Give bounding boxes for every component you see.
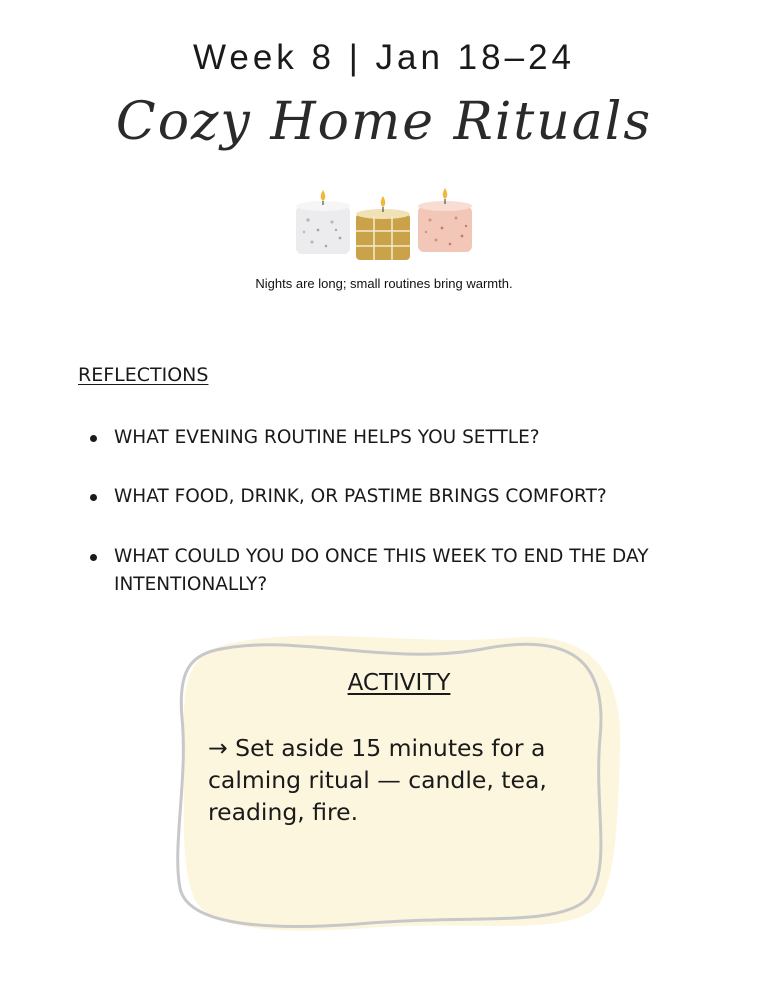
- pink-candle-icon: [418, 188, 472, 252]
- bullet-icon: [90, 435, 97, 442]
- subtitle: Nights are long; small routines bring warmth.: [255, 276, 513, 291]
- reflections-heading: REFLECTIONS: [78, 364, 209, 386]
- white-candle-icon: [296, 190, 350, 254]
- page-title: Cozy Home Rituals: [115, 92, 653, 152]
- list-item: WHAT COULD YOU DO ONCE THIS WEEK TO END THE DAY INTENTIONALLY?: [78, 543, 698, 599]
- week-label: Week 8 | Jan 18–24: [192, 38, 576, 77]
- activity-text: → Set aside 15 minutes for a calming ritual — candle, tea, reading, fire.: [208, 734, 547, 826]
- activity-heading: ACTIVITY: [347, 670, 451, 696]
- gold-candle-icon: [356, 196, 410, 260]
- bullet-icon: [90, 554, 97, 561]
- bullet-icon: [90, 494, 97, 501]
- list-item: WHAT FOOD, DRINK, OR PASTIME BRINGS COMFORT?: [78, 483, 698, 511]
- candles-icon: [290, 186, 480, 266]
- list-item: WHAT EVENING ROUTINE HELPS YOU SETTLE?: [78, 424, 698, 452]
- reflections-list: [78, 424, 698, 631]
